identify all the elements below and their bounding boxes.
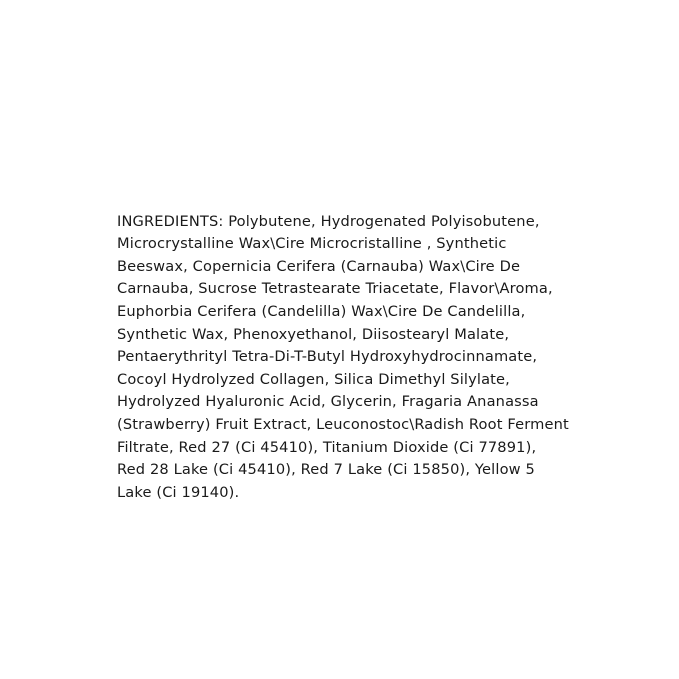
ingredients-list-text: INGREDIENTS: Polybutene, Hydrogenated Polyisobutene, Microcrystalline Wax\Cire Microcristalline , Synthetic Beeswax, Copernicia Cerifera (Carnauba) Wax\Cire De Carnauba, Sucrose Tetrastearate Triacetate, Flavor\Aroma, Euphorbia Cerifera (Candelilla) Wax\Cire De Candelilla, Synthetic Wax, Phenoxyethanol, Diisostearyl Malate, Pentaerythrityl Tetra-Di-T-Butyl Hydroxyhydrocinnamate, Cocoyl Hydrolyzed Collagen, Silica Dimethyl Silylate, Hydrolyzed Hyaluronic Acid, Glycerin, Fragaria Ananassa (Strawberry) Fruit Extract, Leuconostoc\Radish Root Ferment Filtrate, Red 27 (Ci 45410), Titanium Dioxide (Ci 77891), Red 28 Lake (Ci 45410), Red 7 Lake (Ci 15850), Yellow 5 Lake (Ci 19140).: [117, 212, 574, 501]
